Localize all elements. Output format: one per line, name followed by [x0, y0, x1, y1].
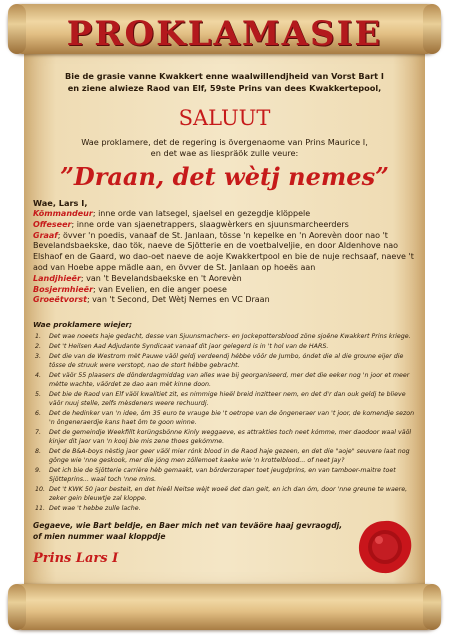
- scroll-bottom-roll: [8, 584, 441, 630]
- point-item: 11. Det wae 't hebbe zulle lache.: [35, 505, 141, 512]
- title-name: Groeëtvorst: [33, 295, 87, 305]
- point-item: 2. Det 't Heilsen Aad Adjudante Syndicaat vanaaf dit jaor gelegerd is in 't hol van de HARS.: [35, 343, 329, 350]
- title-text: ; övver 'n poedis, vanaaf de St. Janlaan, tösse 'n kepelke en 'n Aorevèn door nao 't Bevelandsbaekske, dao tök, naeve de Sjötterie en de voetbalveljie, en door Aldenhove nao Elshaof en de Gaard, wo dao-oet naeve de aoje Kwakkertpool en bie de nuje rechsaaf, naeve 't aod van Hoebe appe mädle aan, en övver de St. Janlaan op hoeës aan: [33, 230, 414, 272]
- title-text: ; inne orde van latsegel, sjaelsel en gezegdje klöppele: [92, 209, 311, 218]
- title-item: [33, 220, 417, 231]
- closing-text: [33, 521, 363, 542]
- intro-line: en ziene alwieze Raod van Elf, 59ste Prins van dees Kwakkertepool,: [67, 83, 382, 93]
- point-item: 6. Det de hedinker van 'n idee, ôm 35 euro te vrauge bie 't oetrope van de ôngeneraer van 't joor, de komendje sezon 'n ôngeneraerdje kans haet ôm te goon winne.: [35, 410, 415, 426]
- title-item: [33, 295, 417, 306]
- closing-line: of mien nummer waal kloppdje: [33, 531, 166, 541]
- title-name: Landjhieër: [33, 273, 81, 283]
- title-text: ; inne orde van sjaenetrappers, slaagwèrkers en sjuunsmarcheerders: [71, 219, 349, 229]
- point-item: 8. Det de B&A-boys nèstig jaor geer väöl mier rónk blood in de Raod haje gezeen, en det die "aoje" seuvere laat nog gônge wie 'nne geskook, mer die jóng men zöllemoet kaeke wie 'n krottelblood... of neet Jay?: [35, 448, 410, 464]
- title-item: [33, 209, 417, 220]
- intro-text: [40, 70, 409, 94]
- point-item: 5. Det bie de Raod van Elf väöl kwalitiet zit, es nimmige hieël breid inzitteer nem, en det d'r dan ouk geldj te blieve väör nuuj stelle, zelfs mèsdeners weere rechuurdj.: [35, 391, 406, 407]
- points-heading: Wae proklamere wiejer;: [33, 320, 133, 329]
- greeting-heading: SALUUT: [178, 106, 271, 130]
- point-item: 1. Det wae noeets haje gedacht, desse van Sjuunsmachers- en Jockepottersblood zöne sjoëne Kwakkert Prins kriege.: [35, 333, 411, 340]
- prince-name-line: Wae, Lars I,: [33, 198, 88, 208]
- title-text: ; van Evelien, en die anger poese: [93, 284, 227, 294]
- title-list: [33, 209, 417, 306]
- title-name: Kömmandeur: [33, 209, 93, 218]
- title-name: Bosjermhieër: [33, 284, 94, 294]
- point-item: 10. Det 't KWK 50 jaor besteit, en det hieël Neitse wèjt woeë det dan geit, en ich dan óm, door 'nne greune te waere, zeker gein bleuwtje zal kloppe.: [35, 486, 408, 502]
- title-name: Graaf: [33, 230, 58, 240]
- title-text: ; van 't Second, Det Wètj Nemes en VC Draan: [86, 295, 270, 305]
- proclamation-text: [40, 137, 409, 159]
- title-item: [33, 285, 417, 296]
- point-item: 9. Det ich bie de Sjötterie carrière hèb gemaakt, van börderzoraper toet jeugdprins, en van tamboer-maitre toet Sjötteprins... waal toch 'nne mins.: [35, 467, 396, 483]
- proclamation-points: [33, 332, 417, 514]
- point-item: 3. Det die van de Westrom mèt Pauwe väöl geldj verdeendj hébbe vöör de Jumbo, óndet die al die groune eijer die tösse de struuk were verstopt, nao de stort hébbe gebracht.: [35, 353, 404, 369]
- intro-line: Bie de grasie vanne Kwakkert enne waalwillendjheid van Vorst Bart I: [65, 71, 384, 81]
- document-title: PROKLAMASIE: [66, 14, 383, 54]
- title-item: [33, 274, 417, 285]
- closing-line: Gegaeve, wie Bart beldje, en Baer mich net van teväöre haaj gevraogdj,: [33, 521, 343, 530]
- point-item: 4. Det väör 55 plaasers de dönderdagmiddag van alles wae bij georganiseerd, mer det die eeker nog 'n joor et meer mètte wachte, väördet ze dao aan mèt kinne doon.: [35, 372, 410, 388]
- title-name: Offeseer: [33, 219, 72, 229]
- proclaim-line: Wae proklamere, det de regering is övergenaome van Prins Maurice I,: [81, 137, 368, 147]
- wax-seal-icon: [356, 518, 414, 576]
- point-item: 7. Det de gemeindje Weekfillt korüngsbönne Kinly weggaeve, es attrakties toch neet kómme, mer daodoor waal väöl kinjer dit jaor van 'n kooj bie mis zene thoes gekómme.: [35, 429, 412, 445]
- title-item: [33, 231, 417, 274]
- title-text: ; van 't Bevelandsbaekske en 't Aorevèn: [80, 273, 242, 283]
- slogan-heading: ”Draan, det wètj nemes”: [60, 162, 389, 191]
- signature: Prins Lars I: [33, 551, 119, 566]
- proclaim-line: en det wae as liespräök zulle veure:: [150, 148, 299, 158]
